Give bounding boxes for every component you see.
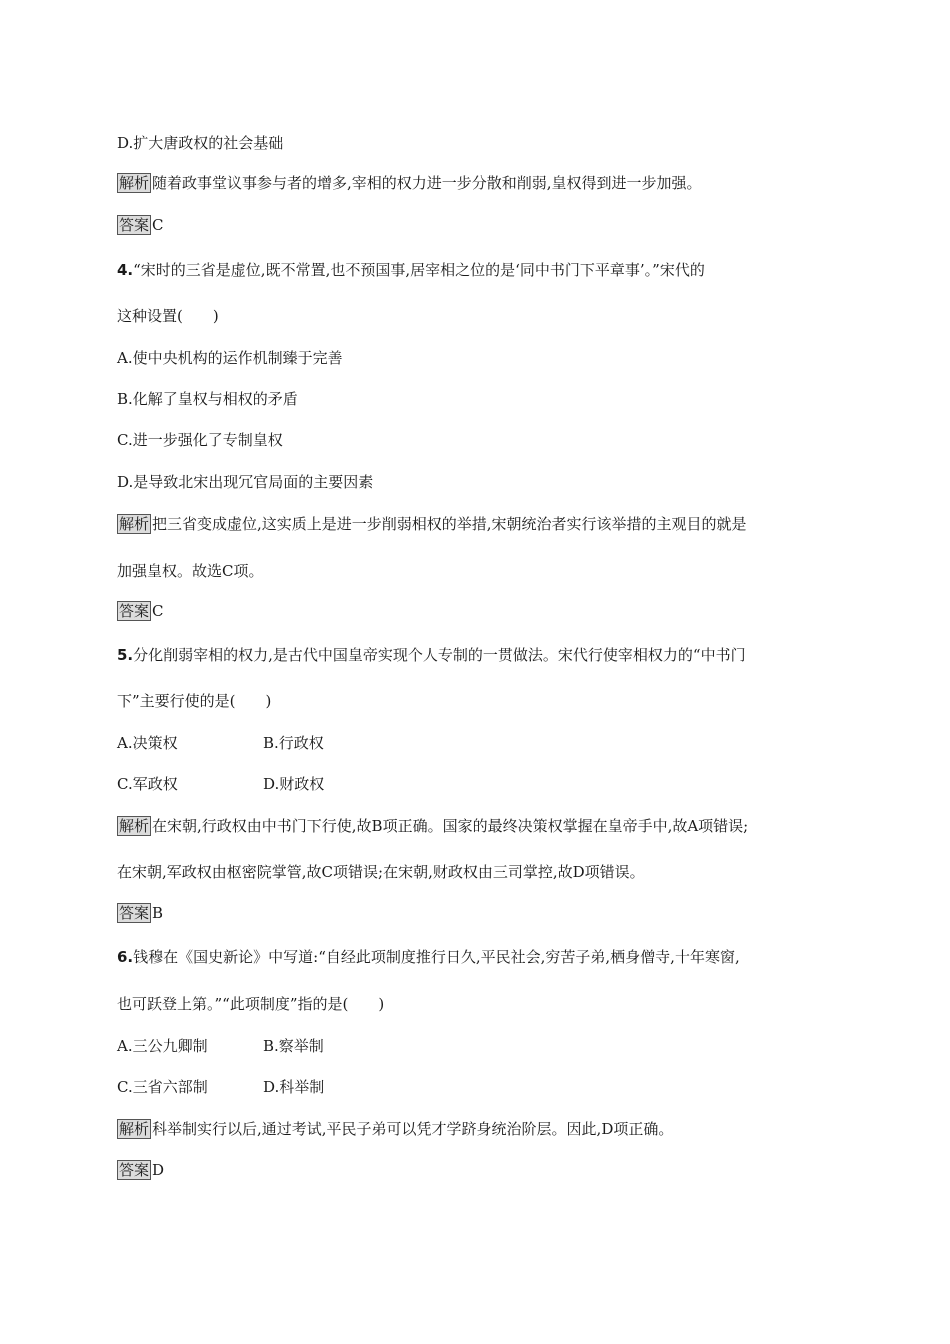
q3-analysis	[117, 173, 840, 193]
q5-option-c: C.军政权	[117, 775, 178, 793]
q3-answer-value: C	[152, 216, 164, 234]
q6-option-a: A.三公九卿制	[117, 1037, 208, 1055]
q6-analysis-text: 科举制实行以后,通过考试,平民子弟可以凭才学跻身统治阶层。因此,D项正确。	[152, 1120, 674, 1138]
q3-option-d: D.扩大唐政权的社会基础	[117, 134, 284, 152]
q5-options-row1	[117, 733, 840, 753]
q5-answer	[117, 903, 840, 923]
q5-analysis	[117, 816, 840, 836]
q4-option-d: D.是导致北宋出现冗官局面的主要因素	[117, 473, 374, 491]
q3-answer	[117, 215, 840, 235]
q6-options-row2	[117, 1077, 840, 1097]
answer-tag: 答案	[119, 216, 150, 234]
q5-option-d: D.财政权	[263, 775, 325, 793]
q5-options-row2	[117, 774, 840, 794]
q6-stem-line1	[117, 947, 840, 967]
q4-option-c: C.进一步强化了专制皇权	[117, 431, 283, 449]
answer-tag: 答案	[119, 904, 150, 922]
q6-options-row1	[117, 1036, 840, 1056]
q5-stem-line2: 下”主要行使的是( )	[117, 692, 272, 710]
analysis-tag: 解析	[119, 1120, 150, 1138]
q4-answer	[117, 601, 840, 621]
analysis-tag: 解析	[119, 515, 150, 533]
q5-stem-text: 分化削弱宰相的权力,是古代中国皇帝实现个人专制的一贯做法。宋代行使宰相权力的“中书门	[133, 646, 746, 664]
q5-analysis-text: 在宋朝,行政权由中书门下行使,故B项正确。国家的最终决策权掌握在皇帝手中,故A项错误;	[152, 817, 749, 835]
q5-option-b: B.行政权	[263, 734, 324, 752]
q6-stem-text: 钱穆在《国史新论》中写道:“自经此项制度推行日久,平民社会,穷苦子弟,栖身僧寺,十年寒窗,	[133, 948, 740, 966]
q4-analysis-line2: 加强皇权。故选C项。	[117, 562, 264, 580]
analysis-tag: 解析	[119, 817, 150, 835]
q6-analysis	[117, 1119, 840, 1139]
analysis-tag: 解析	[119, 174, 150, 192]
q6-answer	[117, 1160, 840, 1180]
q6-number: 6.	[117, 948, 134, 966]
q5-option-a: A.决策权	[117, 734, 178, 752]
q6-option-c: C.三省六部制	[117, 1078, 208, 1096]
q4-analysis-text: 把三省变成虚位,这实质上是进一步削弱相权的举措,宋朝统治者实行该举措的主观目的就是	[152, 515, 747, 533]
q5-number: 5.	[117, 646, 134, 664]
q6-answer-value: D	[152, 1161, 165, 1179]
q5-answer-value: B	[152, 904, 164, 922]
q5-stem-line1	[117, 645, 840, 665]
q6-option-b: B.察举制	[263, 1037, 324, 1055]
q3-analysis-text: 随着政事堂议事参与者的增多,宰相的权力进一步分散和削弱,皇权得到进一步加强。	[152, 174, 702, 192]
q5-analysis-line2: 在宋朝,军政权由枢密院掌管,故C项错误;在宋朝,财政权由三司掌控,故D项错误。	[117, 863, 645, 881]
q4-option-b: B.化解了皇权与相权的矛盾	[117, 390, 298, 408]
q4-number: 4.	[117, 261, 134, 279]
q4-stem-line2: 这种设置( )	[117, 307, 219, 325]
q4-stem-text: “宋时的三省是虚位,既不常置,也不预国事,居宰相之位的是‘同中书门下平章事’。”宋代的	[133, 261, 705, 279]
q4-stem-line1	[117, 260, 840, 280]
q4-option-a: A.使中央机构的运作机制臻于完善	[117, 349, 343, 367]
q6-option-d: D.科举制	[263, 1078, 325, 1096]
answer-tag: 答案	[119, 1161, 150, 1179]
q4-analysis	[117, 514, 840, 534]
answer-tag: 答案	[119, 602, 150, 620]
q6-stem-line2: 也可跃登上第。”“此项制度”指的是( )	[117, 995, 385, 1013]
q4-answer-value: C	[152, 602, 164, 620]
